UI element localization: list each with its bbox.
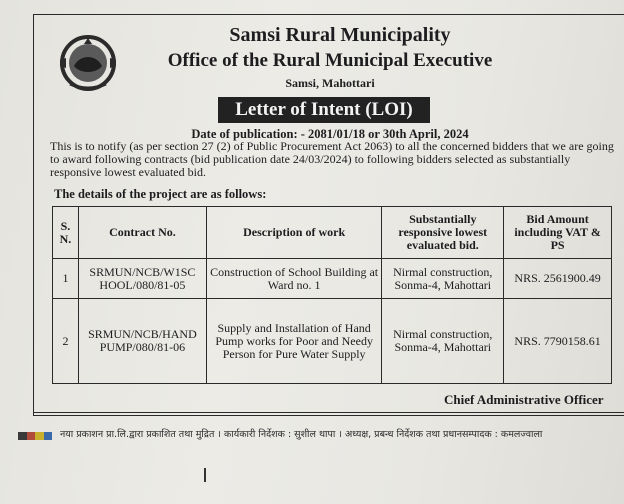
row-bidder: Nirmal construction, Sonma-4, Mahottari — [382, 299, 504, 384]
office-name: Office of the Rural Municipal Executive — [167, 50, 493, 71]
publisher-footer: नया प्रकाशन प्रा.लि.द्वारा प्रकाशित तथा मुद्रित । कार्यकारी निर्देशक : सुशील थापा । अध्यक्ष, प्रबन्ध निर्देशक तथा प्रधानसम्पादक : कमलज्वाला — [60, 429, 543, 440]
header-bidder: Substantially responsive lowest evaluated bid. — [382, 207, 504, 259]
row-description: Construction of School Building at Ward no. 1 — [206, 259, 382, 299]
row-description: Supply and Installation of Hand Pump works for Poor and Needy Person for Pure Water Supply — [206, 299, 382, 384]
row-contract: SRMUN/NCB/HAND PUMP/080/81-06 — [78, 299, 206, 384]
ink-mark — [204, 468, 206, 482]
publication-date: Date of publication: - 2081/01/18 or 30th April, 2024 — [191, 127, 469, 141]
notice-paragraph: This is to notify (as per section 27 (2) of Public Procurement Act 2063) to all the concerned bidders that we are going to award following contracts (bid publication date 24/03/2024) to following bidders selected as substantially responsive lowest evaluated bid. — [50, 139, 614, 179]
details-heading: The details of the project are as follows: — [54, 187, 267, 201]
table-row — [53, 299, 612, 384]
government-emblem-icon — [52, 30, 124, 92]
header-contract-no: Contract No. — [78, 207, 206, 259]
row-amount: NRS. 7790158.61 — [504, 299, 612, 384]
loi-title-banner: Letter of Intent (LOI) — [218, 97, 430, 123]
row-sn: 2 — [53, 299, 79, 384]
office-location: Samsi, Mahottari — [285, 76, 375, 90]
row-bidder: Nirmal construction, Sonma-4, Mahottari — [382, 259, 504, 299]
header-description: Description of work — [206, 207, 382, 259]
header-bid-amount: Bid Amount including VAT & PS — [504, 207, 612, 259]
project-table — [52, 206, 612, 384]
municipality-name: Samsi Rural Municipality — [229, 24, 451, 46]
row-amount: NRS. 2561900.49 — [504, 259, 612, 299]
row-contract: SRMUN/NCB/W1SC HOOL/080/81-05 — [78, 259, 206, 299]
footer-divider — [33, 412, 624, 413]
row-sn: 1 — [53, 259, 79, 299]
table-row — [53, 259, 612, 299]
header-sn: S. N. — [53, 207, 79, 259]
print-color-bar — [18, 432, 52, 440]
signature-title: Chief Administrative Officer — [444, 392, 604, 407]
